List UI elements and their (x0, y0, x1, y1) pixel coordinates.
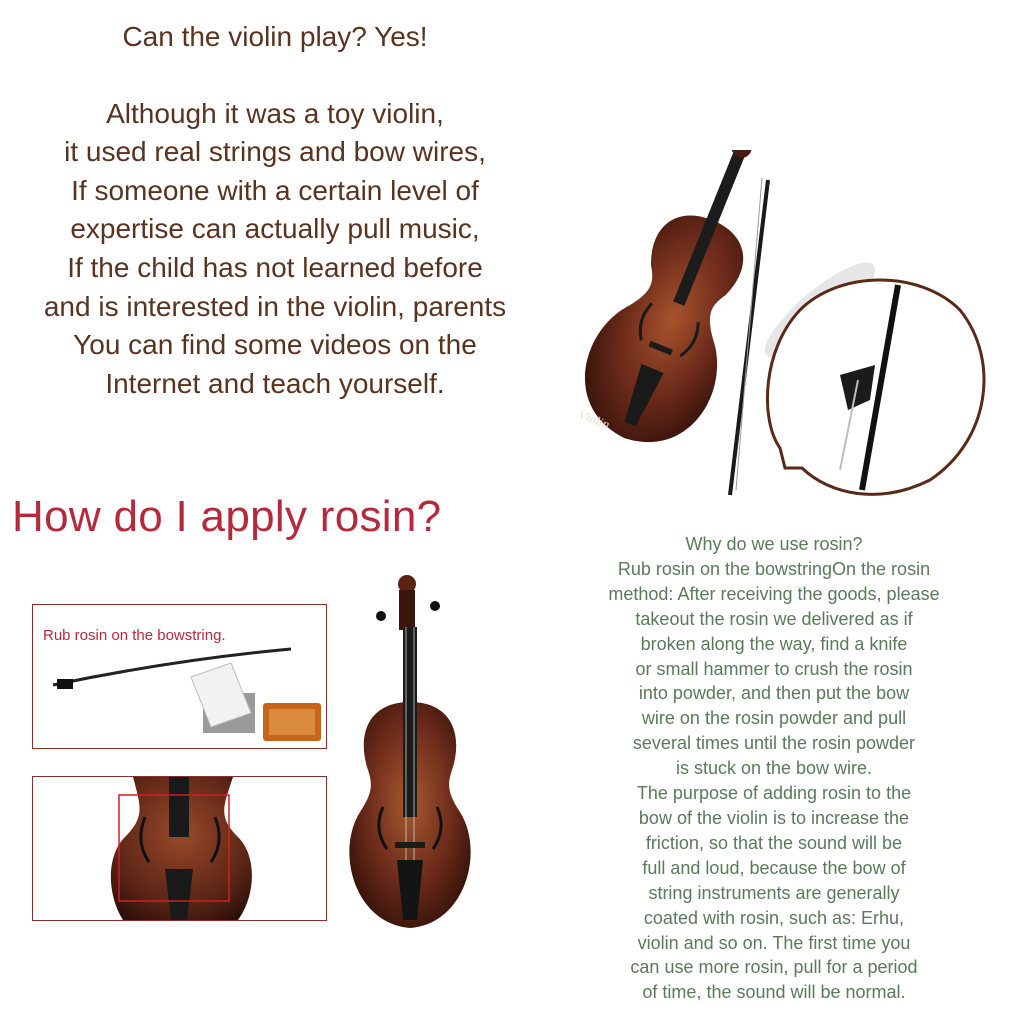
rosin-line: violin and so on. The first time you (637, 932, 911, 953)
rosin-line: coated with rosin, such as: Erhu, (643, 907, 905, 928)
rosin-line: The purpose of adding rosin to the (636, 783, 912, 804)
intro-line: expertise can actually pull music, (70, 213, 480, 245)
intro-line: and is interested in the violin, parents (43, 290, 507, 322)
intro-line: If someone with a certain level of (71, 174, 479, 206)
rosin-bowstring-panel (32, 604, 327, 749)
rosin-explanation (576, 532, 972, 1005)
rosin-line: or small hammer to crush the rosin (635, 658, 913, 679)
rosin-line: of time, the sound will be normal. (642, 982, 906, 1003)
rosin-line: full and loud, because the bow of (642, 857, 906, 878)
violin-logo: Violin (576, 408, 612, 432)
rosin-line: into powder, and then put the bow (638, 683, 910, 704)
intro-line: it used real strings and bow wires, (64, 136, 486, 168)
violin-closeup-panel (32, 776, 327, 921)
violin-closeup-image (33, 777, 326, 920)
rosin-line: string instruments are generally (648, 882, 900, 903)
intro-text-block (10, 18, 540, 403)
intro-line: You can find some videos on the (73, 329, 477, 361)
rosin-line: wire on the rosin powder and pull (641, 708, 907, 729)
rosin-line: several times until the rosin powder (632, 733, 916, 754)
rosin-line: takeout the rosin we delivered as if (635, 608, 913, 629)
intro-line: Although it was a toy violin, (106, 97, 444, 129)
violin-front-image (335, 572, 485, 934)
rosin-line: Rub rosin on the bowstringOn the rosin (617, 558, 931, 579)
rosin-line: is stuck on the bow wire. (675, 758, 873, 779)
intro-line: Internet and teach yourself. (105, 367, 445, 399)
rosin-line: broken along the way, find a knife (640, 633, 908, 654)
panel-caption: Rub rosin on the bowstring. (43, 627, 226, 644)
rosin-line: can use more rosin, pull for a period (630, 957, 918, 978)
rosin-line: friction, so that the sound will be (645, 832, 903, 853)
violin-with-bow-image (540, 150, 1000, 500)
intro-line: If the child has not learned before (67, 251, 483, 283)
bow-and-rosin-image (33, 605, 326, 748)
intro-title: Can the violin play? Yes! (122, 21, 428, 52)
section-heading: How do I apply rosin? (12, 492, 442, 541)
rosin-line: method: After receiving the goods, please (608, 583, 940, 604)
rosin-line: Why do we use rosin? (685, 534, 863, 554)
rosin-line: bow of the violin is to increase the (638, 807, 910, 828)
